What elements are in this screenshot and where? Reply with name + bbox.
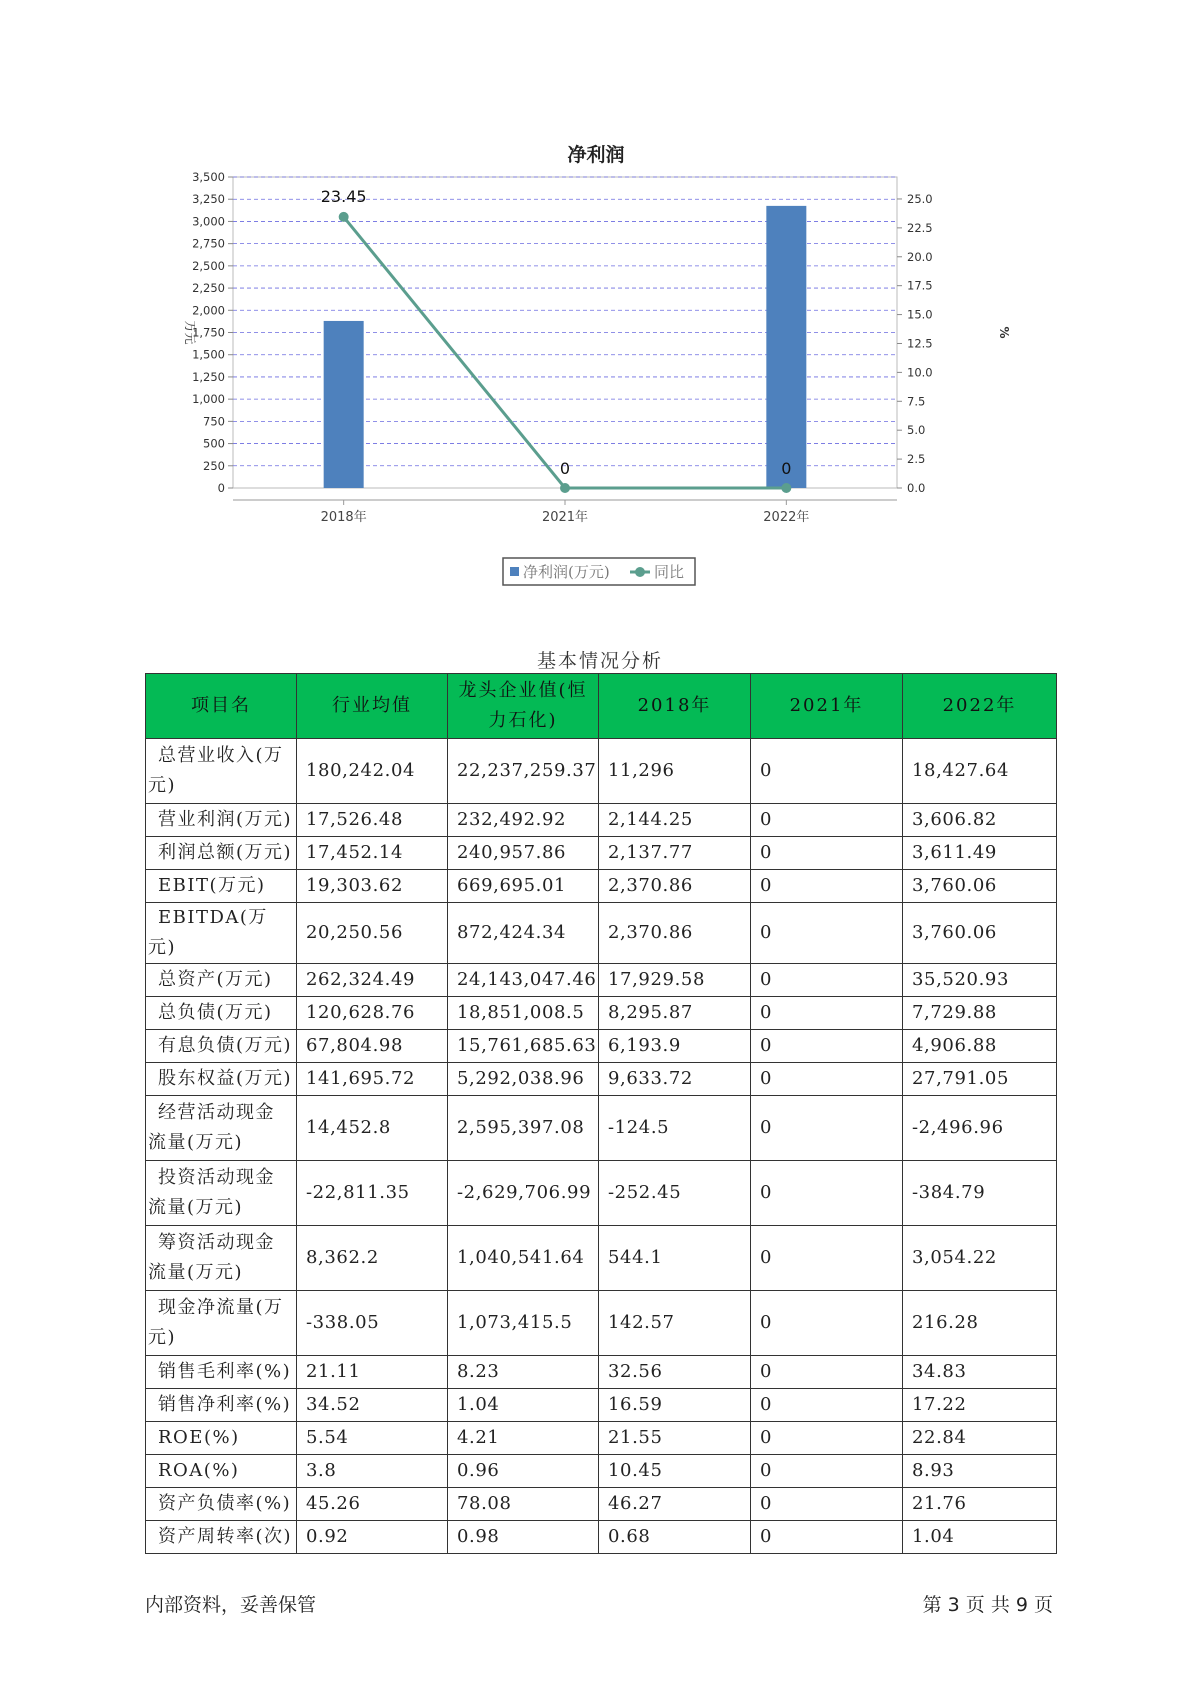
table-cell: 19,303.62 [297,870,448,903]
row-label: 有息负债(万元) [146,1030,297,1063]
table-cell: 32.56 [599,1356,751,1389]
table-cell: 3,054.22 [903,1226,1057,1291]
table-cell: -252.45 [599,1161,751,1226]
y-tick-label: 2,250 [192,281,225,296]
table-cell: 24,143,047.46 [448,964,599,997]
table-cell: 16.59 [599,1389,751,1422]
table-cell: 67,804.98 [297,1030,448,1063]
table-cell: 0 [751,1161,903,1226]
table-cell: 544.1 [599,1226,751,1291]
table-cell: 7,729.88 [903,997,1057,1030]
row-label: 投资活动现金流量(万元) [146,1161,297,1226]
y2-axis-title: % [997,326,1011,339]
table-cell: 1.04 [903,1521,1057,1554]
table-cell: 0 [751,964,903,997]
row-label: 现金净流量(万元) [146,1291,297,1356]
y2-tick-label: 7.5 [907,394,926,409]
table-cell: 0 [751,1063,903,1096]
table-cell: 6,193.9 [599,1030,751,1063]
table-cell: 17,526.48 [297,804,448,837]
table-cell: -124.5 [599,1096,751,1161]
table-cell: 11,296 [599,739,751,804]
table-cell: 3,611.49 [903,837,1057,870]
table-cell: 1,073,415.5 [448,1291,599,1356]
row-label: 利润总额(万元) [146,837,297,870]
legend-line-marker [635,567,645,577]
table-cell: 1.04 [448,1389,599,1422]
table-cell: 5,292,038.96 [448,1063,599,1096]
y2-tick-label: 0.0 [907,481,926,495]
y-tick-label: 3,000 [192,214,225,229]
table-header-row [146,674,1057,739]
table-cell: 21.11 [297,1356,448,1389]
table-cell: -338.05 [297,1291,448,1356]
x-tick-label: 2018年 [320,510,367,525]
row-label: 营业利润(万元) [146,804,297,837]
table-row [146,804,1057,837]
table-cell: 27,791.05 [903,1063,1057,1096]
table-cell: 5.54 [297,1422,448,1455]
table-cell: 10.45 [599,1455,751,1488]
net-profit-chart [0,0,1191,600]
table-row [146,739,1057,804]
table-cell: 0.92 [297,1521,448,1554]
table-row [146,1030,1057,1063]
x-tick-label: 2021年 [541,510,589,525]
table-cell: 18,851,008.5 [448,997,599,1030]
table-row [146,964,1057,997]
table-row [146,870,1057,903]
table-cell: 17.22 [903,1389,1057,1422]
bar [324,321,364,488]
table-cell: 18,427.64 [903,739,1057,804]
y-tick-label: 2,000 [192,303,225,318]
table-cell: 34.52 [297,1389,448,1422]
table-cell: 2,595,397.08 [448,1096,599,1161]
table-cell: 8.93 [903,1455,1057,1488]
row-label: 总资产(万元) [146,964,297,997]
table-cell: 2,370.86 [599,903,751,964]
table-cell: -22,811.35 [297,1161,448,1226]
y2-tick-label: 15.0 [907,307,933,322]
table-cell: 2,370.86 [599,870,751,903]
table-cell: 45.26 [297,1488,448,1521]
table-cell: 0 [751,1389,903,1422]
row-label: 销售毛利率(%) [146,1356,297,1389]
table-cell: 3,760.06 [903,870,1057,903]
table-cell: 1,040,541.64 [448,1226,599,1291]
legend-bar-swatch [510,567,519,576]
table-cell: 120,628.76 [297,997,448,1030]
legend-bar-label: 净利润(万元) [523,563,610,581]
table-cell: 0 [751,903,903,964]
y-tick-label: 1,250 [192,369,225,384]
table-cell: 3,606.82 [903,804,1057,837]
table-cell: 0 [751,997,903,1030]
table-cell: 0 [751,1422,903,1455]
table-cell: 3,760.06 [903,903,1057,964]
y2-tick-label: 2.5 [907,452,926,467]
table-cell: 21.55 [599,1422,751,1455]
table-cell: 20,250.56 [297,903,448,964]
table-cell: 0 [751,1356,903,1389]
y2-tick-label: 10.0 [907,365,933,380]
table-cell: 0 [751,739,903,804]
legend-line-label: 同比 [654,563,685,581]
table-cell: 0 [751,1030,903,1063]
table-cell: 14,452.8 [297,1096,448,1161]
table-row [146,1161,1057,1226]
row-label: 股东权益(万元) [146,1063,297,1096]
y-tick-label: 1,500 [192,347,225,362]
table-cell: 35,520.93 [903,964,1057,997]
y2-tick-label: 22.5 [907,220,933,235]
row-label: 经营活动现金流量(万元) [146,1096,297,1161]
row-label: 销售净利率(%) [146,1389,297,1422]
chart-title: 净利润 [567,144,625,166]
bar [766,206,806,488]
line-point [781,483,791,493]
y-tick-label: 3,250 [192,192,225,207]
y2-tick-label: 20.0 [907,249,933,264]
table-cell: 669,695.01 [448,870,599,903]
x-tick-label: 2022年 [763,510,810,525]
table-cell: 0.98 [448,1521,599,1554]
table-cell: 4.21 [448,1422,599,1455]
y-tick-label: 250 [203,458,225,473]
table-cell: 180,242.04 [297,739,448,804]
y-tick-label: 500 [203,436,225,451]
y-tick-label: 2,750 [192,236,225,251]
table-cell: 8,295.87 [599,997,751,1030]
table-cell: 0 [751,1096,903,1161]
table-cell: 240,957.86 [448,837,599,870]
table-row [146,997,1057,1030]
table-cell: -2,496.96 [903,1096,1057,1161]
col-header-leader: 龙头企业值(恒力石化) [448,674,599,739]
table-cell: 15,761,685.63 [448,1030,599,1063]
row-label: ROA(%) [146,1455,297,1488]
col-header-2022: 2022年 [903,674,1057,739]
y2-tick-label: 17.5 [907,278,933,293]
table-cell: 4,906.88 [903,1030,1057,1063]
table-cell: 0 [751,1521,903,1554]
table-cell: 22.84 [903,1422,1057,1455]
table-cell: 141,695.72 [297,1063,448,1096]
table-row [146,1521,1057,1554]
y-tick-label: 0 [217,481,225,495]
col-header-2021: 2021年 [751,674,903,739]
row-label: 总负债(万元) [146,997,297,1030]
table-cell: 8.23 [448,1356,599,1389]
line-point [560,483,570,493]
table-row [146,1063,1057,1096]
table-title: 基本情况分析 [536,650,663,672]
table-cell: 0 [751,1291,903,1356]
row-label: 资产负债率(%) [146,1488,297,1521]
table-cell: 216.28 [903,1291,1057,1356]
table-cell: 0 [751,870,903,903]
y-tick-label: 750 [203,414,225,429]
page-number: 第 3 页 共 9 页 [922,1594,1053,1616]
table-cell: 9,633.72 [599,1063,751,1096]
table-row [146,1096,1057,1161]
table-cell: 34.83 [903,1356,1057,1389]
table-row [146,1488,1057,1521]
row-label: 总营业收入(万元) [146,739,297,804]
table-cell: 262,324.49 [297,964,448,997]
table-cell: 17,452.14 [297,837,448,870]
table-row [146,1422,1057,1455]
table-cell: 2,137.77 [599,837,751,870]
row-label: 资产周转率(次) [146,1521,297,1554]
table-row [146,837,1057,870]
table-cell: 3.8 [297,1455,448,1488]
table-row [146,1389,1057,1422]
table-cell: 0 [751,837,903,870]
col-header-name: 项目名 [146,674,297,739]
table-cell: 0.68 [599,1521,751,1554]
point-label: 0 [781,459,792,478]
table-cell: 0.96 [448,1455,599,1488]
table-cell: 78.08 [448,1488,599,1521]
table-row [146,1226,1057,1291]
table-row [146,1455,1057,1488]
table-cell: -384.79 [903,1161,1057,1226]
row-label: EBIT(万元) [146,870,297,903]
table-cell: 0 [751,804,903,837]
y-axis-title: 万元 [183,320,197,345]
table-cell: 142.57 [599,1291,751,1356]
row-label: 筹资活动现金流量(万元) [146,1226,297,1291]
table-cell: 232,492.92 [448,804,599,837]
col-header-industry-avg: 行业均值 [297,674,448,739]
table-cell: 17,929.58 [599,964,751,997]
y2-tick-label: 12.5 [907,336,933,351]
table-cell: 0 [751,1488,903,1521]
table-row [146,903,1057,964]
table-cell: 8,362.2 [297,1226,448,1291]
table-cell: 46.27 [599,1488,751,1521]
point-label: 0 [559,459,571,478]
table-cell: 2,144.25 [599,804,751,837]
table-cell: 0 [751,1226,903,1291]
y-tick-label: 3,500 [192,170,225,184]
point-label: 23.45 [320,186,367,206]
table-cell: 872,424.34 [448,903,599,964]
table-row [146,1291,1057,1356]
y2-tick-label: 5.0 [907,423,926,438]
y-tick-label: 1,750 [192,325,225,340]
table-cell: 22,237,259.37 [448,739,599,804]
table-cell: 21.76 [903,1488,1057,1521]
row-label: EBITDA(万元) [146,903,297,964]
row-label: ROE(%) [146,1422,297,1455]
analysis-table [145,673,1057,1554]
footer-note: 内部资料，妥善保管 [145,1594,317,1616]
col-header-2018: 2018年 [599,674,751,739]
y-tick-label: 2,500 [192,258,225,273]
line-point [339,212,349,222]
table-cell: 0 [751,1455,903,1488]
table-cell: -2,629,706.99 [448,1161,599,1226]
table-row [146,1356,1057,1389]
y-tick-label: 1,000 [192,392,225,407]
y2-tick-label: 25.0 [907,191,933,206]
